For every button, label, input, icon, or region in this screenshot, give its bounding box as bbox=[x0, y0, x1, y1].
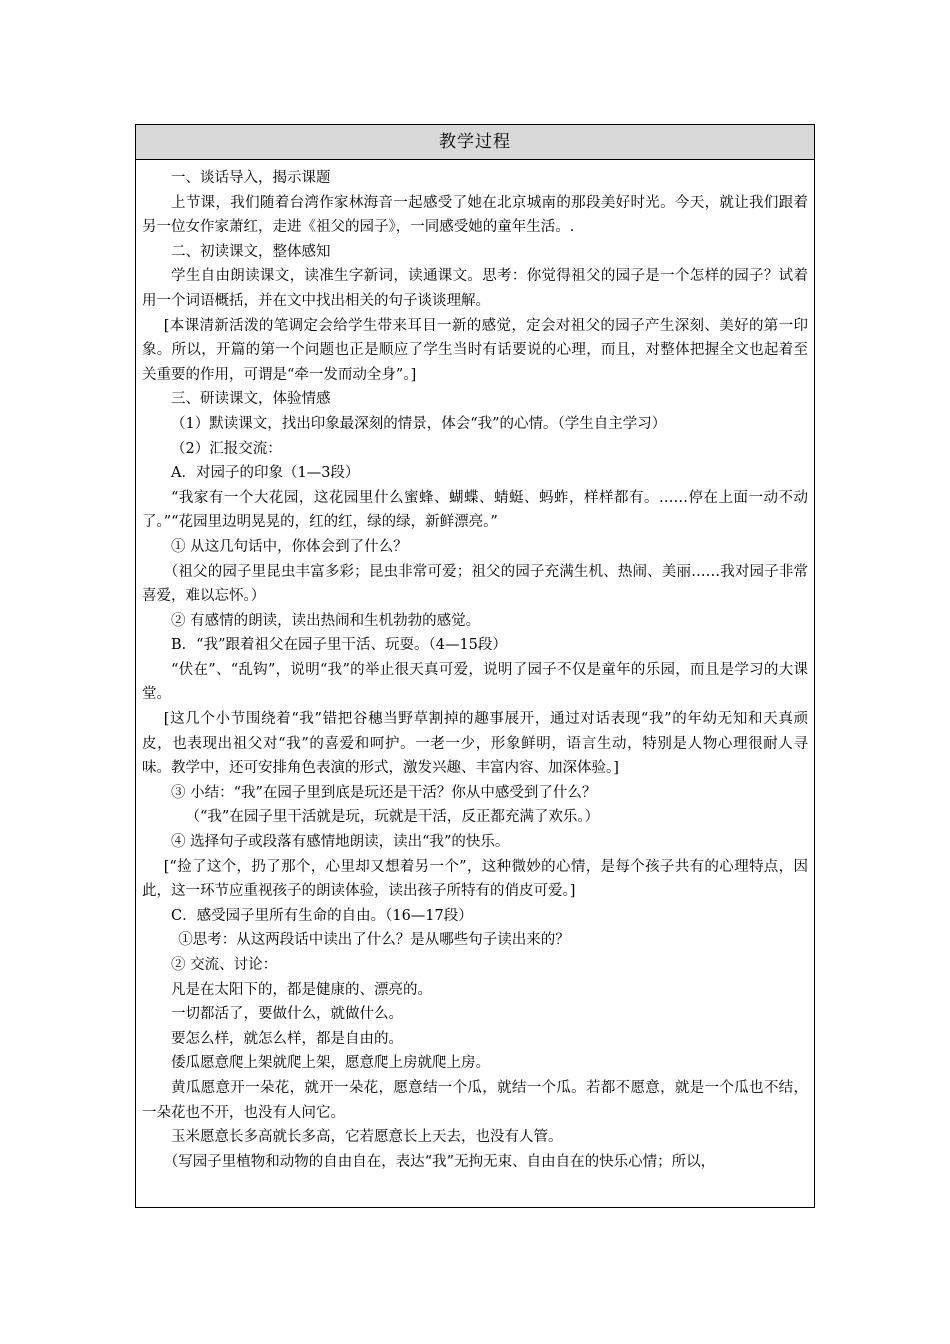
content-paragraph: “我家有一个大花园，这花园里什么蜜蜂、蝴蝶、蜻蜓、蚂蚱，样样都有。……停在上面一动不动了。”“花园里边明晃晃的，红的红，绿的绿，新鲜漂亮。” bbox=[142, 489, 808, 531]
content-paragraph: 一、谈话导入，揭示课题 bbox=[171, 170, 331, 186]
content-paragraph: ② 交流、讨论： bbox=[171, 957, 278, 973]
content-paragraph: 一切都活了，要做什么，就做什么。 bbox=[171, 1006, 403, 1023]
content-paragraph: 学生自由朗读课文，读准生字新词，读通课文。思考：你觉得祖父的园子是一个怎样的园子？试着用一个词语概括，并在文中找出相关的句子谈谈理解。 bbox=[142, 268, 808, 309]
content-paragraph: （“我”在园子里干活就是玩，玩就是干活，反正都充满了欢乐。） bbox=[185, 809, 600, 826]
table-content-cell bbox=[136, 160, 814, 1174]
content-paragraph: 上节课，我们随着台湾作家林海音一起感受了她在北京城南的那段美好时光。今天，就让我们跟着另一位女作家萧红，走进《祖父的园子》，一同感受她的童年生活。. bbox=[142, 194, 808, 236]
content-paragraph: 倭瓜愿意爬上架就爬上架，愿意爬上房就爬上房。 bbox=[171, 1055, 490, 1072]
content-paragraph: ① 从这几句话中，你体会到了什么？ bbox=[171, 538, 408, 555]
content-paragraph: 玉米愿意长多高就长多高，它若愿意长上天去，也没有人管。 bbox=[171, 1129, 563, 1146]
content-paragraph: 二、初读课文，整体感知 bbox=[171, 243, 331, 260]
content-paragraph: 要怎么样，就怎么样，都是自由的。 bbox=[171, 1030, 403, 1047]
table-header: 教学过程 bbox=[136, 125, 814, 160]
content-paragraph: ④ 选择句子或段落有感情地朗读，读出“我”的快乐。 bbox=[171, 834, 510, 851]
content-paragraph: [本课清新活泼的笔调定会给学生带来耳目一新的感觉，定会对祖父的园子产生深刻、美好的第一印象。所以，开篇的第一个问题也正是顺应了学生当时有话要说的心理，而且，对整体把握全文也起着至关重要的作用，可谓是“牵一发而动全身”。] bbox=[142, 317, 808, 383]
content-paragraph: （1）默读课文，找出印象最深刻的情景，体会“我”的心情。（学生自主学习） bbox=[171, 415, 667, 432]
content-paragraph: （2）汇报交流： bbox=[171, 440, 282, 457]
content-paragraph: “伏在”、“乱钩”，说明“我”的举止很天真可爱，说明了园子不仅是童年的乐园，而且是学习的大课堂。 bbox=[142, 661, 808, 703]
content-paragraph: [“捡了这个，扔了那个，心里却又想着另一个”，这种微妙的心情，是每个孩子共有的心理特点，因此，这一环节应重视孩子的朗读体验，读出孩子所特有的俏皮可爱。] bbox=[142, 858, 808, 900]
content-paragraph: C．感受园子里所有生命的自由。（16—17段） bbox=[171, 907, 473, 924]
content-paragraph: ①思考：从这两段话中读出了什么？是从哪些句子读出来的？ bbox=[178, 932, 570, 949]
content-paragraph: （写园子里植物和动物的自由自在，表达“我”无拘无束、自由自在的快乐心情；所以， bbox=[163, 1153, 716, 1170]
content-paragraph: ② 有感情的朗读，读出热闹和生机勃勃的感觉。 bbox=[171, 612, 481, 629]
content-paragraph: 凡是在太阳下的，都是健康的、漂亮的。 bbox=[171, 981, 432, 998]
teaching-process-table bbox=[135, 124, 815, 1208]
content-paragraph: [这几个小节围绕着“我”错把谷穗当野草割掉的趣事展开，通过对话表现“我”的年幼无知和天真顽皮，也表现出祖父对“我”的喜爱和呵护。一老一少，形象鲜明，语言生动，特别是人物心理很耐人寻味。教学中，还可安排角色表演的形式，激发兴趣、丰富内容、加深体验。] bbox=[142, 711, 808, 777]
content-paragraph: 黄瓜愿意开一朵花，就开一朵花，愿意结一个瓜，就结一个瓜。若都不愿意，就是一个瓜也不结，一朵花也不开，也没有人问它。 bbox=[142, 1079, 808, 1121]
content-paragraph: （祖父的园子里昆虫丰富多彩；昆虫非常可爱；祖父的园子充满生机、热闹、美丽……我对园子非常喜爱，难以忘怀。） bbox=[142, 563, 808, 605]
content-paragraph: B．“我”跟着祖父在园子里干活、玩耍。（4—15段） bbox=[171, 637, 507, 654]
content-paragraph: A．对园子的印象（1—3段） bbox=[171, 465, 360, 482]
content-paragraph: 三、研读课文，体验情感 bbox=[171, 391, 331, 408]
content-paragraph: ③ 小结：“我”在园子里到底是玩还是干活？你从中感受到了什么？ bbox=[171, 784, 597, 801]
